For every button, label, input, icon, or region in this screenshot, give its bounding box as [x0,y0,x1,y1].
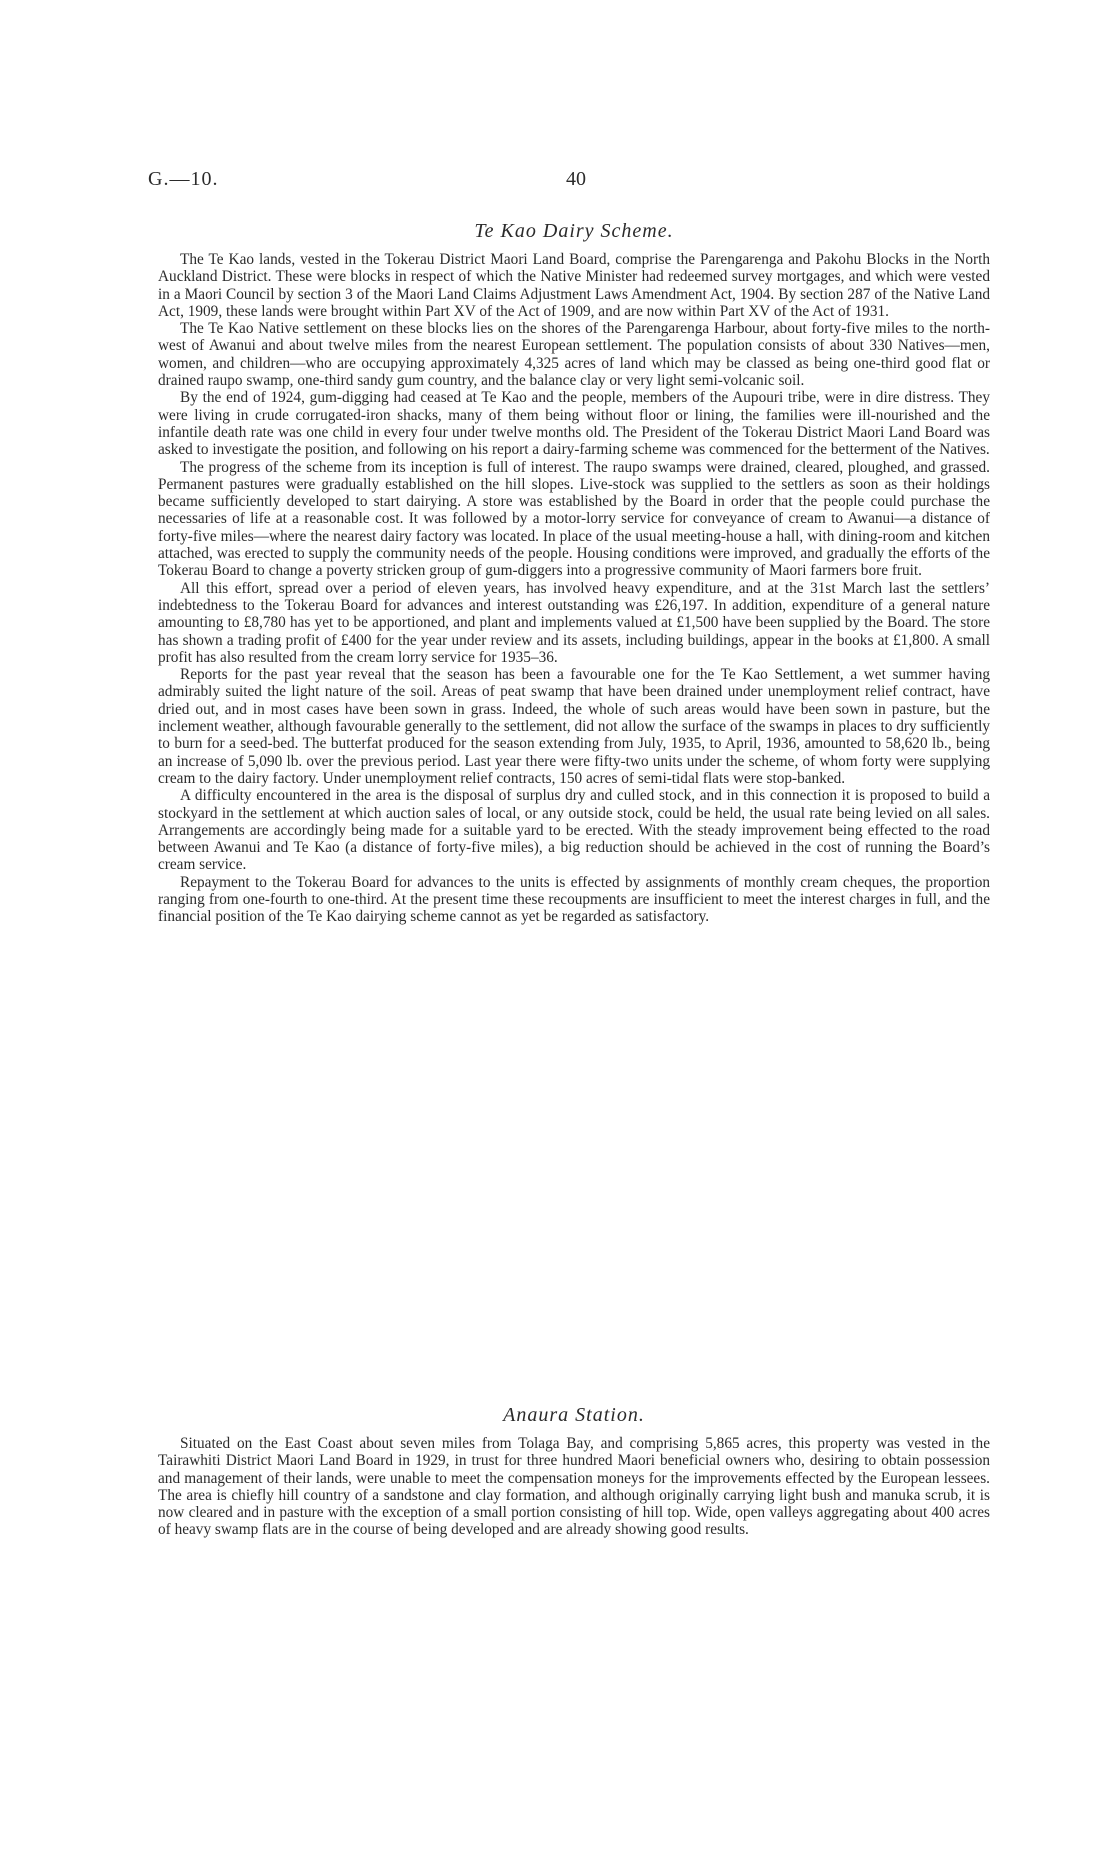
page-number: 40 [566,168,586,190]
paragraph: A difficulty encountered in the area is the disposal of surplus dry and culled stock, and in this connection it is proposed to build a stockyard in the settlement at which auction sales of local, or any outside stock, could be held, the usual rate being levied on all sales. Arrangements are accordingly being made for a suitable yard to be erected. With the steady improvement being effected to the road between Awanui and Te Kao (a distance of forty-five miles), a big reduction should be achieved in the cost of running the Board’s cream service. [158,787,990,874]
paragraph: All this effort, spread over a period of eleven years, has involved heavy expenditure, and at the 31st March last the settlers’ indebtedness to the Tokerau Board for advances and interest outstanding was £26,197. In addition, expenditure of a general nature amounting to £8,780 has yet to be apportioned, and plant and implements valued at £1,500 have been supplied by the Board. The store has shown a trading profit of £400 for the year under review and its assets, including buildings, appear in the books at £1,800. A small profit has also resulted from the cream lorry service for 1935–36. [158,579,990,666]
section-title: Anaura Station. [503,1404,645,1426]
paragraph: Reports for the past year reveal that the season has been a favourable one for the Te Kao Settlement, a wet summer having admirably suited the light nature of the soil. Areas of peat swamp that have been drained under unemployment relief contract, have dried out, and in most cases have been sown in grass. Indeed, the whole of such areas would have been sown in pasture, but the inclement weather, although favourable generally to the settlement, did not allow the surface of the swamps in places to dry sufficiently to burn for a seed-bed. The butterfat produced for the season extending from July, 1935, to April, 1936, amounted to 58,620 lb., being an increase of 5,090 lb. over the previous period. Last year there were fifty-two units under the scheme, of whom forty were supplying cream to the dairy factory. Under unemployment relief contracts, 150 acres of semi-tidal flats were stop-banked. [158,666,990,787]
paragraph: The Te Kao lands, vested in the Tokerau District Maori Land Board, comprise the Parengarenga and Pakohu Blocks in the North Auckland District. These were blocks in respect of which the Native Minister had redeemed survey mortgages, and which were vested in a Maori Council by section 3 of the Maori Land Claims Adjustment Laws Amendment Act, 1904. By section 287 of the Native Land Act, 1909, these lands were brought within Part XV of the Act of 1909, and are now within Part XV of the Act of 1931. [158,251,990,320]
paragraph: Situated on the East Coast about seven miles from Tolaga Bay, and comprising 5,865 acres, this property was vested in the Tairawhiti District Maori Land Board in 1929, in trust for three hundred Maori beneficial owners who, desiring to obtain possession and management of their lands, were unable to meet the compensation moneys for the improvements effected by the European lessees. The area is chiefly hill country of a sandstone and clay formation, and although originally carrying light bush and manuka scrub, it is now cleared and in pasture with the exception of a small portion consisting of hill top. Wide, open valleys aggregating about 400 acres of heavy swamp flats are in the course of being developed and are already showing good results. [158,1435,990,1539]
paragraph: The Te Kao Native settlement on these blocks lies on the shores of the Parengarenga Harbour, about forty-five miles to the north-west of Awanui and about twelve miles from the nearest European settlement. The population consists of about 330 Natives—men, women, and children—who are occupying approximately 4,325 acres of land which may be classed as being one-third good flat or drained raupo swamp, one-third sandy gum country, and the balance clay or very light semi-volcanic soil. [158,320,990,390]
section-title: Te Kao Dairy Scheme. [474,220,674,242]
section-te-kao-dairy-scheme [158,220,990,926]
paragraph: Repayment to the Tokerau Board for advances to the units is effected by assignments of monthly cream cheques, the proportion ranging from one-fourth to one-third. At the present time these recoupments are insufficient to meet the interest charges in full, and the financial position of the Te Kao dairying scheme cannot as yet be regarded as satisfactory. [158,873,990,926]
running-header [148,168,988,196]
section-anaura-station [158,1404,990,1539]
paragraph: By the end of 1924, gum-digging had ceased at Te Kao and the people, members of the Aupouri tribe, were in dire distress. They were living in crude corrugated-iron shacks, many of them being without floor or lining, the families were ill-nourished and the infantile death rate was one child in every four under twelve months old. The President of the Tokerau District Maori Land Board was asked to investigate the position, and following on his report a dairy-farming scheme was commenced for the betterment of the Natives. [158,389,990,459]
parliamentary-paper-reference: G.—10. [148,168,219,190]
paragraph: The progress of the scheme from its inception is full of interest. The raupo swamps were drained, cleared, ploughed, and grassed. Permanent pastures were gradually established on the hill slopes. Live-stock was supplied to the settlers as soon as their holdings became sufficiently developed to start dairying. A store was established by the Board in order that the people could purchase the necessaries of life at a reasonable cost. It was followed by a motor-lorry service for conveyance of cream to Awanui—a distance of forty-five miles—where the nearest dairy factory was located. In place of the usual meeting-house a hall, with dining-room and kitchen attached, was erected to supply the community needs of the people. Housing conditions were improved, and gradually the efforts of the Tokerau Board to change a poverty stricken group of gum-diggers into a progressive community of Maori farmers bore fruit. [158,458,990,580]
